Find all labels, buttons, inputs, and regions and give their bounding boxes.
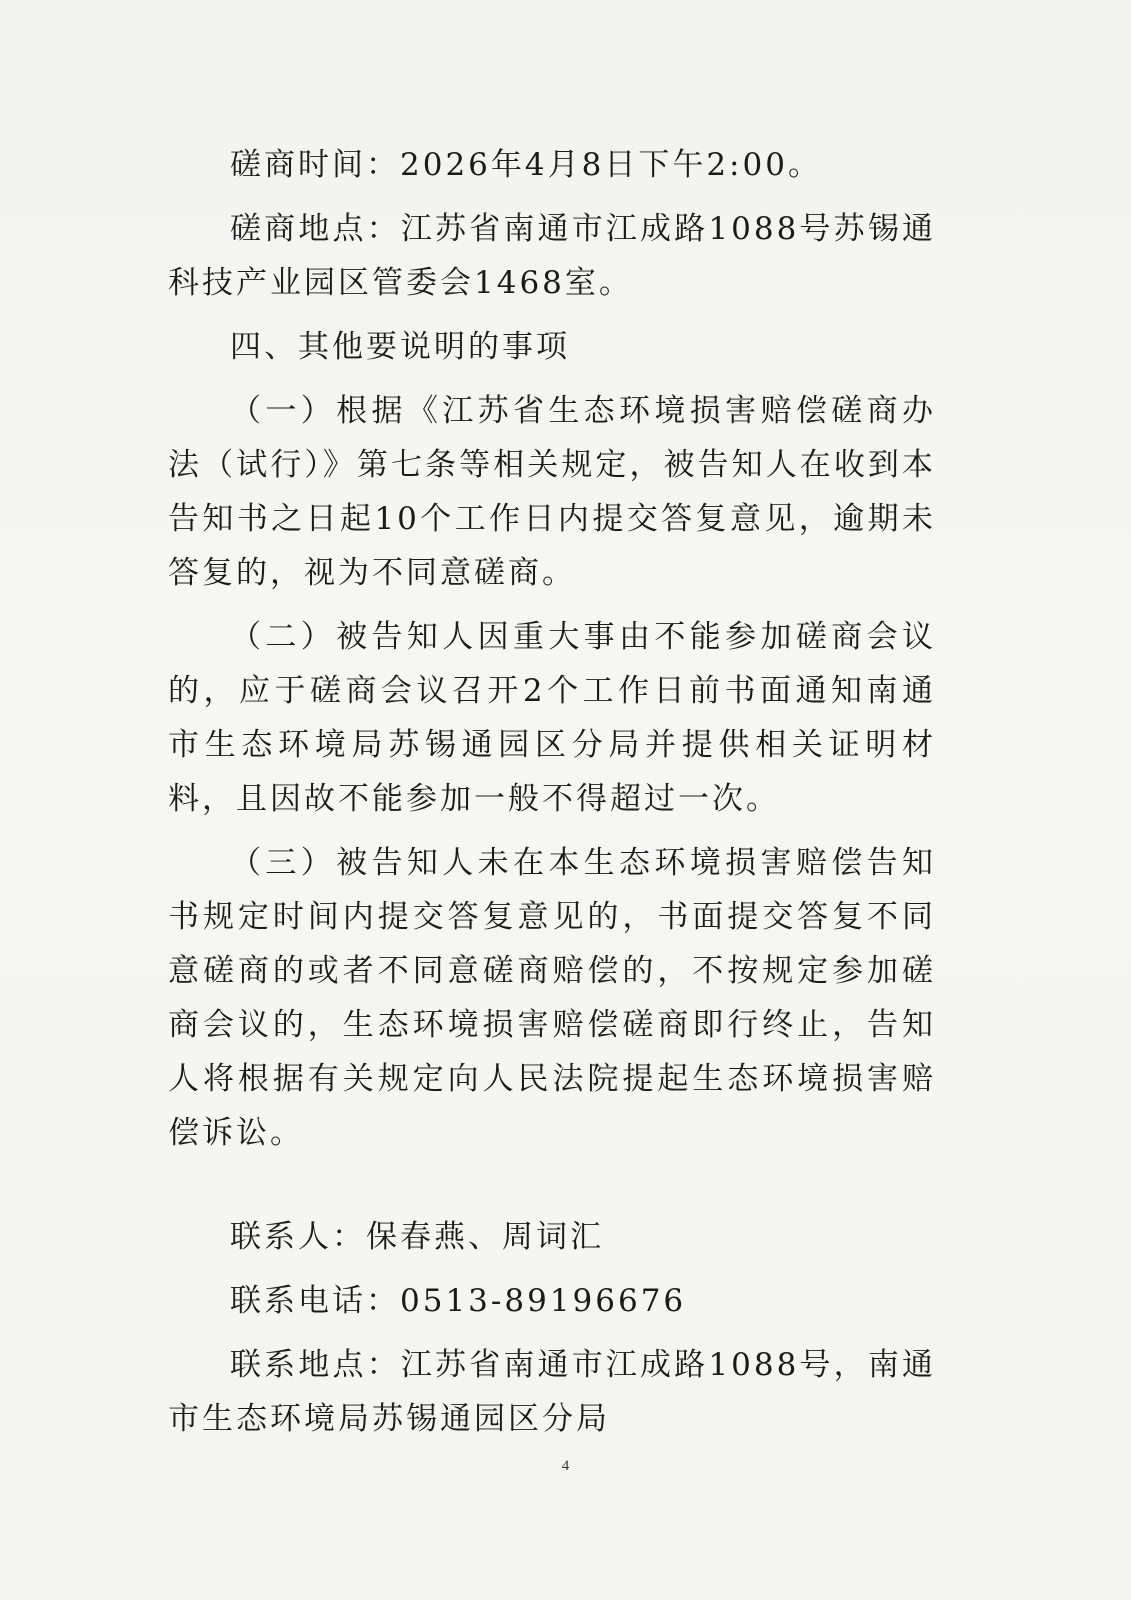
clause-one: （一）根据《江苏省生态环境损害赔偿磋商办法（试行）》第七条等相关规定，被告知人在收到本告知书之日起10个工作日内提交答复意见，逾期未答复的，视为不同意磋商。: [168, 393, 936, 591]
page-number: 4: [561, 1458, 570, 1474]
section-heading-other-matters: 四、其他要说明的事项: [230, 329, 570, 365]
contact-address: 联系地点：江苏省南通市江成路1088号，南通市生态环境局苏锡通园区分局: [168, 1347, 936, 1437]
contact-phone: 联系电话：0513-89196676: [230, 1283, 687, 1319]
clause-two: （二）被告知人因重大事由不能参加磋商会议的，应于磋商会议召开2个工作日前书面通知南通市生态环境局苏锡通园区分局并提供相关证明材料，且因故不能参加一般不得超过一次。: [168, 619, 936, 817]
contact-person: 联系人：保春燕、周词汇: [230, 1219, 604, 1255]
consultation-time: 磋商时间：2026年4月8日下午2:00。: [230, 147, 822, 183]
consultation-location: 磋商地点：江苏省南通市江成路1088号苏锡通科技产业园区管委会1468室。: [168, 211, 936, 301]
clause-three: （三）被告知人未在本生态环境损害赔偿告知书规定时间内提交答复意见的，书面提交答复不同意磋商的或者不同意磋商赔偿的，不按规定参加磋商会议的，生态环境损害赔偿磋商即行终止，告知人将根据有关规定向人民法院提起生态环境损害赔偿诉讼。: [168, 845, 936, 1151]
document-body: [168, 138, 936, 1446]
